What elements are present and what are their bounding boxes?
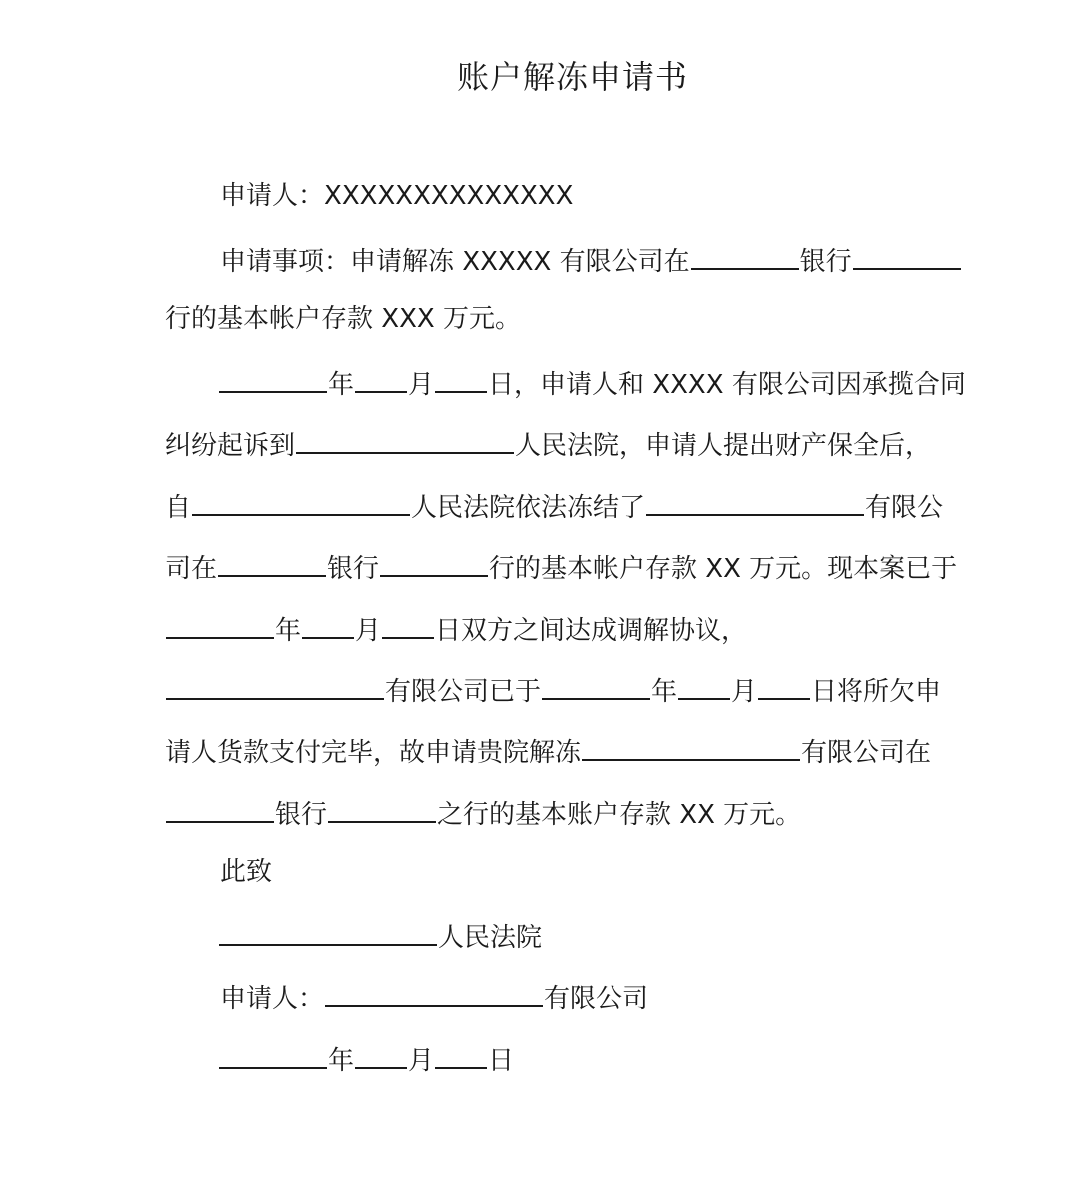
blank [355,1037,407,1069]
body-line-8: 银行 之行的基本账户存款 XX 万元。 [165,791,801,835]
blank [166,668,384,700]
body-line-7: 请人货款支付完毕，故申请贵院解冻 有限公司在 [165,729,931,773]
body-line-6: 有限公司已于 年 月 日将所欠申 [165,668,941,712]
body-line-4: 司在 银行 行的基本帐户存款 XX 万元。现本案已于 [165,545,957,589]
blank [542,668,650,700]
document-title: 账户解冻申请书 [456,58,688,96]
blank [691,238,799,270]
matter-line: 申请事项：申请解冻 XXXXX 有限公司在 银行 [220,238,962,282]
blank [328,791,436,823]
blank [219,361,327,393]
applicant-label: 申请人： [220,181,325,211]
blank [435,1037,487,1069]
blank [678,668,730,700]
blank [218,545,326,577]
blank [853,238,961,270]
blank [382,607,434,639]
blank [192,484,410,516]
closing: 此致 [220,857,273,887]
applicant-line [220,176,573,216]
applicant-value: XXXXXXXXXXXXXX [324,181,574,211]
body-line-2: 纠纷起诉到 人民法院，申请人提出财产保全后， [165,422,931,466]
court-line: 人民法院 [218,914,542,958]
blank [219,1037,327,1069]
blank [582,729,800,761]
blank [325,975,543,1007]
body-line-1: 年 月 日，申请人和 XXXX 有限公司因承揽合同 [218,361,966,405]
blank [380,545,488,577]
date-line: 年 月 日 [218,1037,514,1081]
blank [166,607,274,639]
blank [219,914,437,946]
matter-label: 申请事项： [220,247,351,277]
body-line-5: 年 月 日双方之间达成调解协议， [165,607,747,651]
blank [646,484,864,516]
blank [296,422,514,454]
blank [355,361,407,393]
blank [435,361,487,393]
signer-line: 申请人： 有限公司 [220,975,648,1019]
matter-line-2: 行的基本帐户存款 XXX 万元。 [165,304,521,334]
blank [166,791,274,823]
blank [758,668,810,700]
blank [302,607,354,639]
body-line-3: 自 人民法院依法冻结了 有限公 [165,484,943,528]
